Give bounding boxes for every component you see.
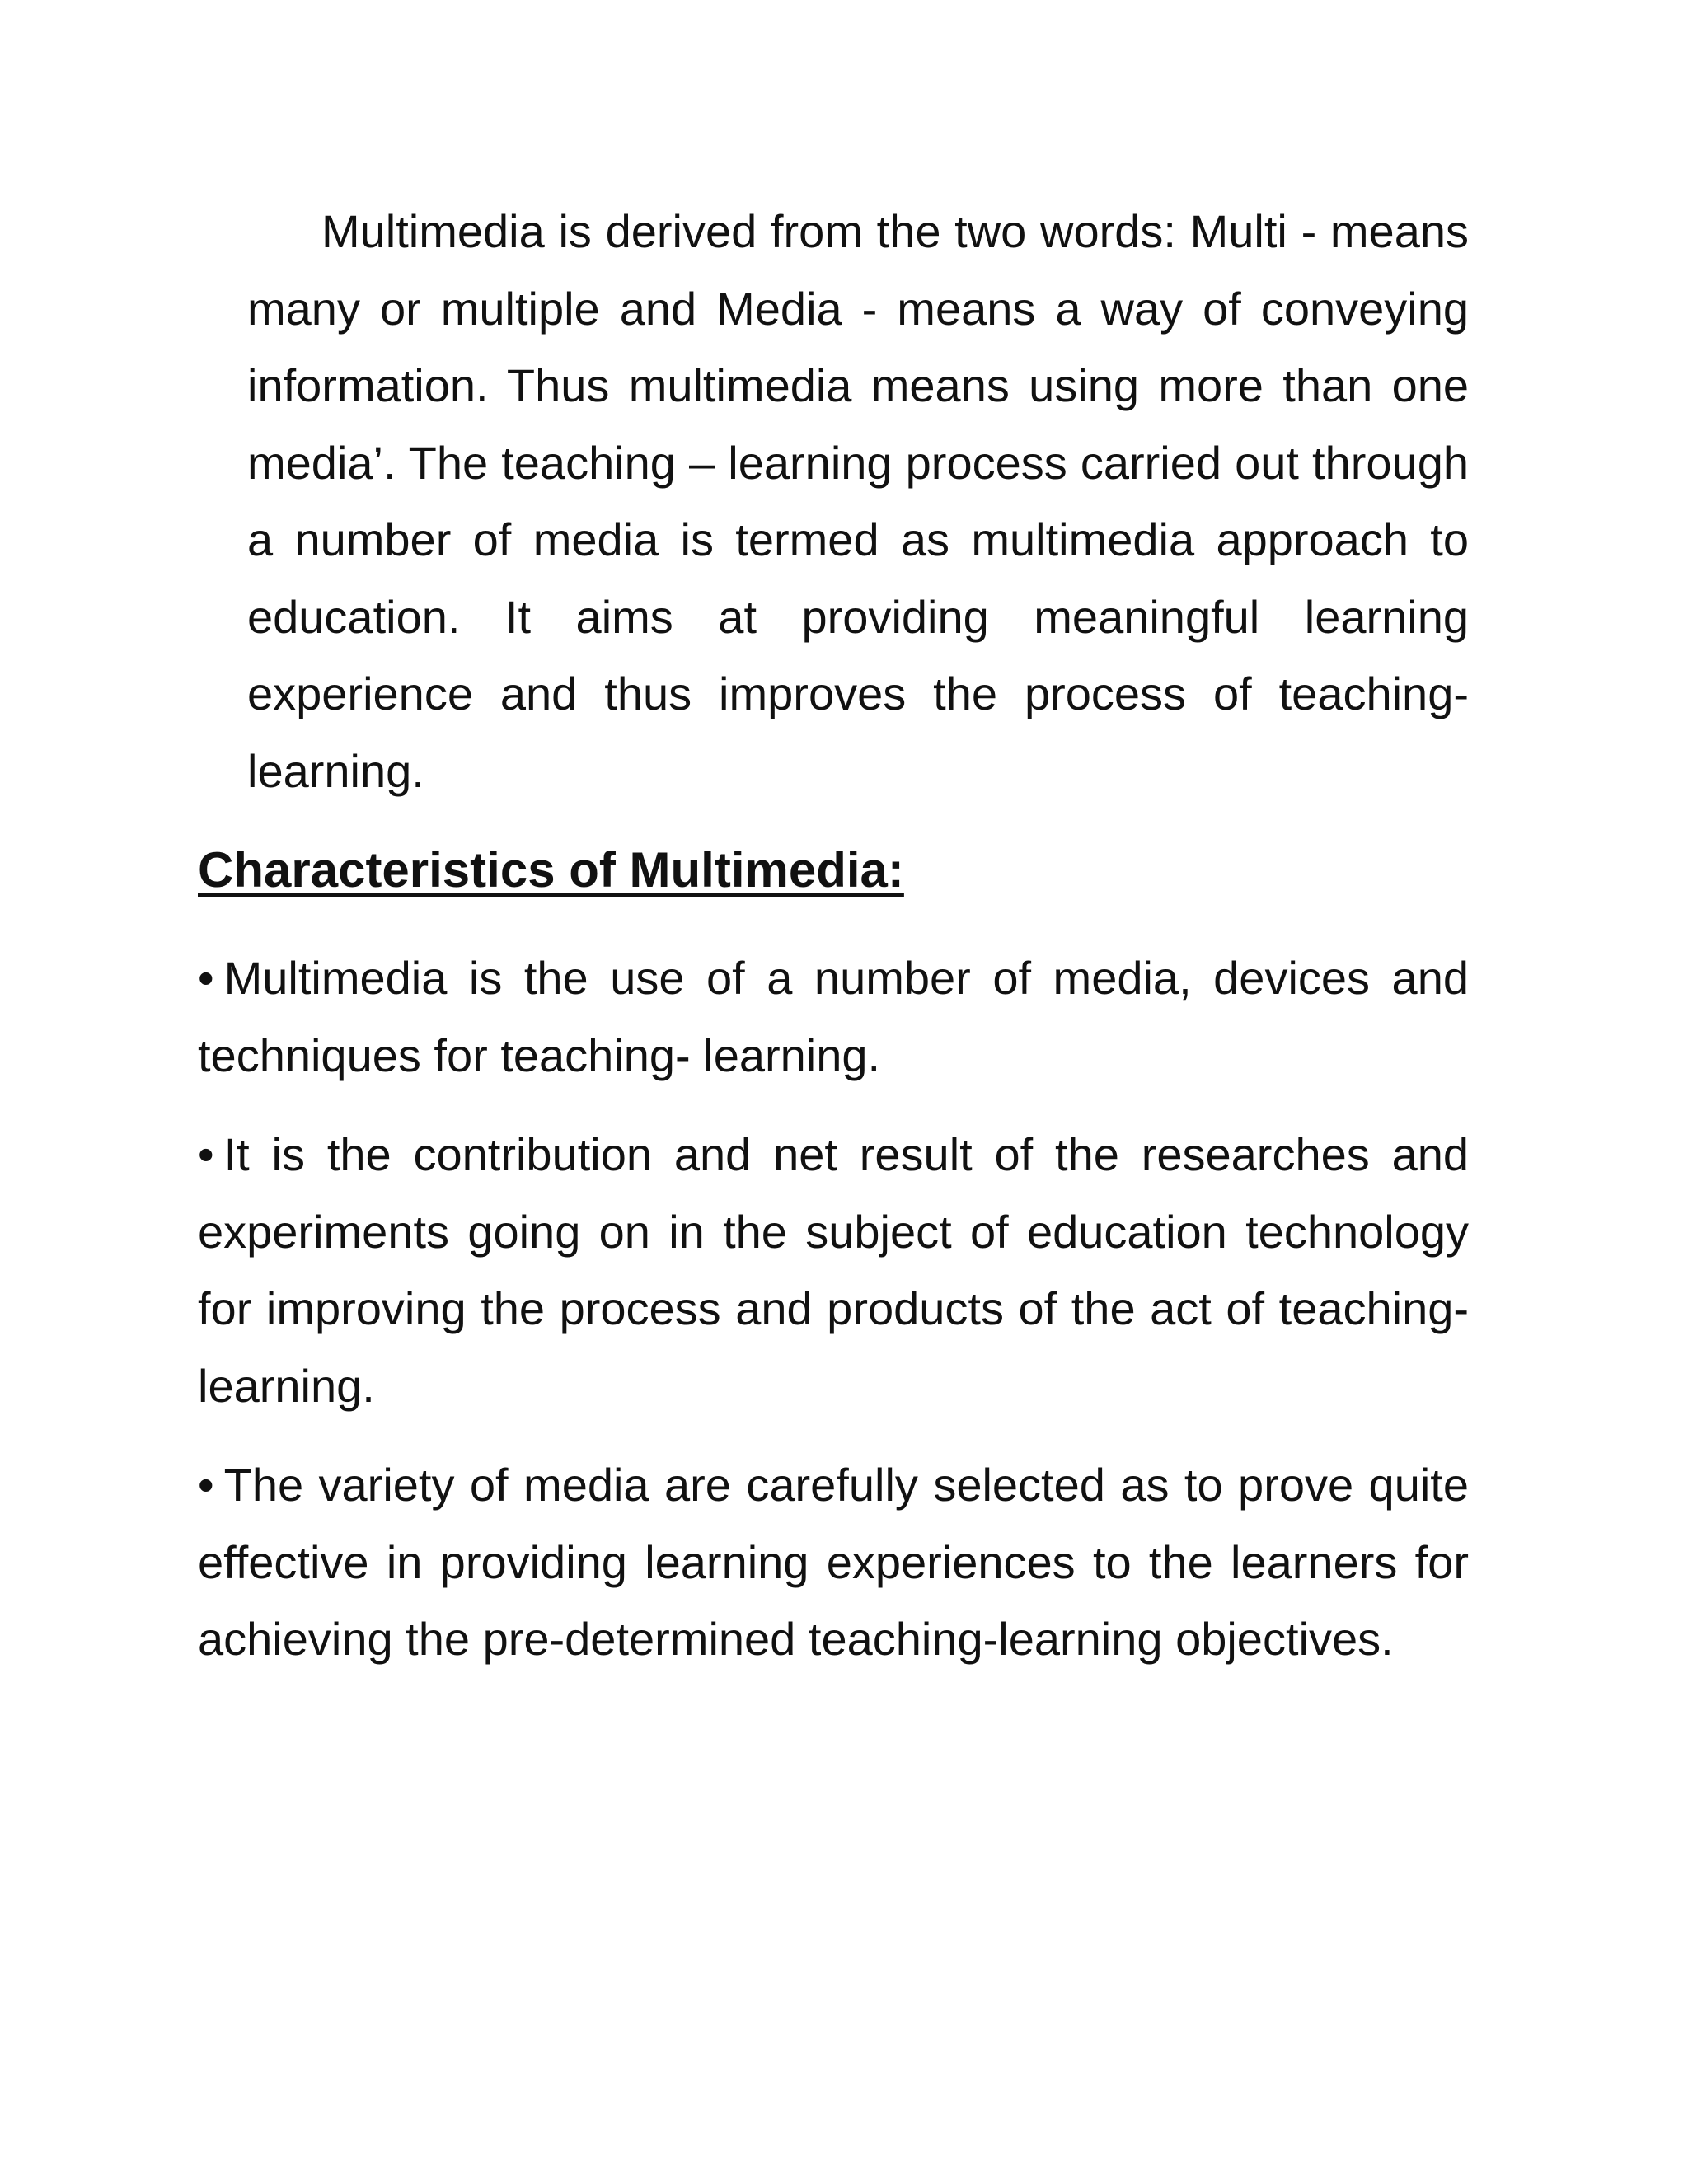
intro-paragraph: Multimedia is derived from the two words: Multi - means many or multiple and Media - means a way of conveying information. Thus multimedia means using more than one media’. The teaching – learning process carried out through a number of media is termed as multimedia approach to education. It aims at providing meaningful learning experience and thus improves the process of teaching- learning.: [247, 205, 1469, 797]
section-heading: Characteristics of Multimedia:: [198, 842, 904, 898]
list-item: [198, 1446, 1469, 1678]
bullet-icon: •: [198, 1128, 214, 1180]
characteristics-list: [198, 940, 1469, 1700]
list-item-text: Multimedia is the use of a number of media, devices and techniques for teaching- learning.: [198, 952, 1469, 1081]
list-item: [198, 940, 1469, 1094]
bullet-icon: •: [198, 952, 214, 1004]
list-item: [198, 1116, 1469, 1424]
list-item-text: It is the contribution and net result of the researches and experiments going on in the subject of education technology for improving the process and products of the act of teaching-learning.: [198, 1128, 1469, 1412]
bullet-icon: •: [198, 1459, 214, 1511]
list-item-text: The variety of media are carefully selected as to prove quite effective in providing learning experiences to the learners for achieving the pre-determined teaching-learning objectives.: [198, 1459, 1469, 1665]
